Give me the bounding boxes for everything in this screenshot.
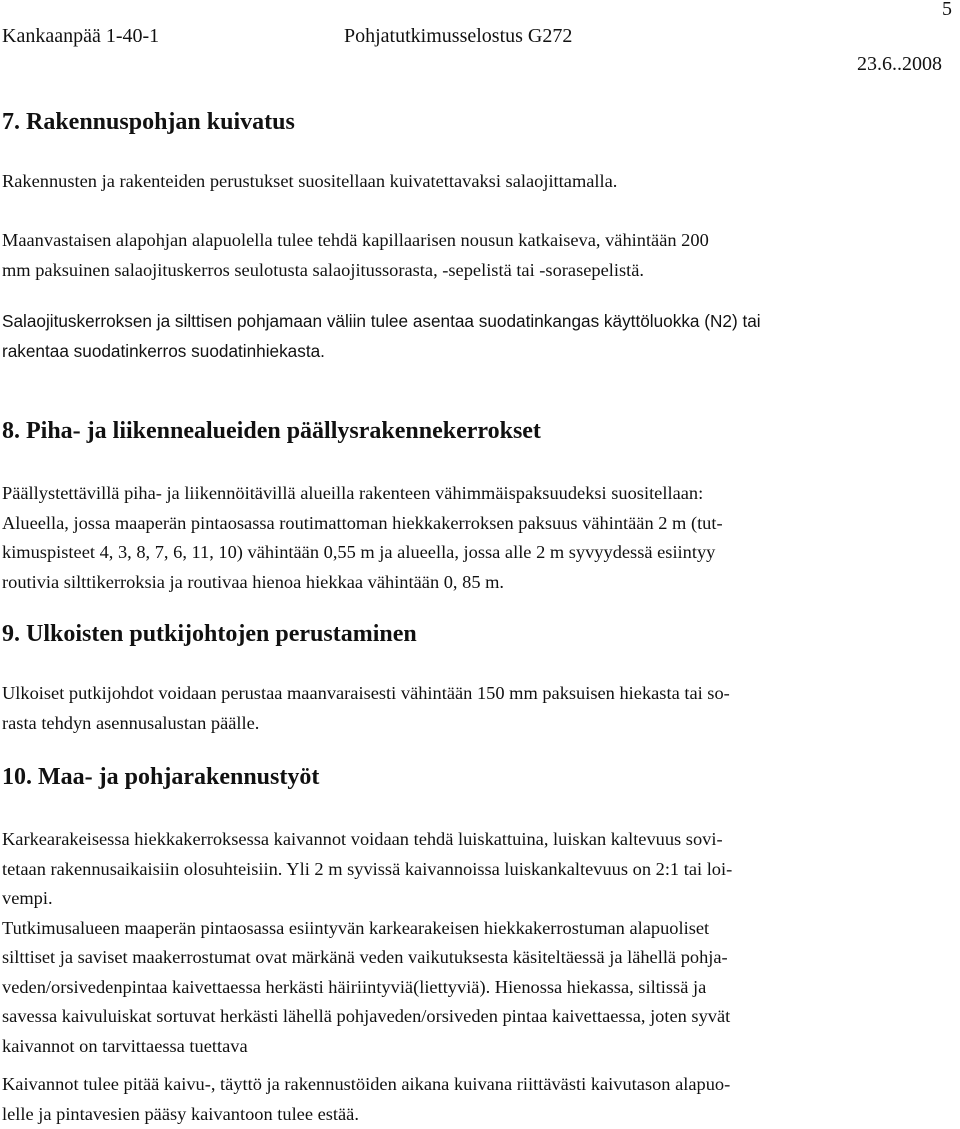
paragraph: Päällystettävillä piha- ja liikennöitävillä alueilla rakenteen vähimmäispaksuudeksi suositellaan: Alueella, jossa maaperän pintaosassa routimattoman hiekkakerroksen paksuus vähintään 2 m (tut- kimuspisteet 4, 3, 8, 7, 6, 11, 10) vähintään 0,55 m ja alueella, jossa alle 2 m syvyydessä esiintyy routivia silttikerroksia ja routivaa hienoa hiekkaa vähintään 0, 85 m. <box>2 483 723 592</box>
section-heading-7: 7. Rakennuspohjan kuivatus <box>2 109 295 135</box>
paragraph: Rakennusten ja rakenteiden perustukset suositellaan kuivatettavaksi salaojittamalla. <box>2 171 618 191</box>
paragraph: Ulkoiset putkijohdot voidaan perustaa maanvaraisesti vähintään 150 mm paksuisen hiekasta tai so- rasta tehdyn asennusalustan päälle. <box>2 683 730 733</box>
paragraph: Salaojituskerroksen ja silttisen pohjamaan väliin tulee asentaa suodatinkangas käyttöluokka (N2) tai rakentaa suodatinkerros suodatinhiekasta. <box>2 311 761 361</box>
paragraph: Maanvastaisen alapohjan alapuolella tulee tehdä kapillaarisen nousun katkaiseva, vähintään 200 mm paksuinen salaojituskerros seulotusta salaojitussorasta, -sepelistä tai -sorasepelistä. <box>2 230 709 280</box>
page-number: 5 <box>942 0 952 20</box>
section-heading-8: 8. Piha- ja liikennealueiden päällysrakennekerrokset <box>2 418 541 444</box>
header-location: Kankaanpää 1-40-1 <box>2 25 160 47</box>
section-heading-9: 9. Ulkoisten putkijohtojen perustaminen <box>2 621 417 647</box>
section-heading-10: 10. Maa- ja pohjarakennustyöt <box>2 764 320 790</box>
header-report-title: Pohjatutkimusselostus G272 <box>344 25 573 47</box>
paragraph: Kaivannot tulee pitää kaivu-, täyttö ja rakennustöiden aikana kuivana riittävästi kaivutason alapuo- lelle ja pintavesien pääsy kaivantoon tulee estää. <box>2 1074 731 1124</box>
header-date: 23.6..2008 <box>857 53 942 75</box>
paragraph: Karkearakeisessa hiekkakerroksessa kaivannot voidaan tehdä luiskattuina, luiskan kaltevuus sovi- tetaan rakennusaikaisiin olosuhteisiin. Yli 2 m syvissä kaivannoissa luiskankaltevuus on 2:1 tai loi- vempi. Tutkimusalueen maaperän pintaosassa esiintyvän karkearakeisen hiekkakerrostuman alapuoliset silttiset ja saviset maakerrostumat ovat märkänä veden vaikutuksesta käsiteltäessä ja lähellä pohja- veden/orsivedenpintaa kaivettaessa herkästi häiriintyviä(liettyviä). Hienossa hiekassa, siltissä ja savessa kaivuluiskat sortuvat herkästi lähellä pohjaveden/orsiveden pintaa kaivettaessa, joten syvät kaivannot on tarvittaessa tuettava <box>2 829 733 1056</box>
